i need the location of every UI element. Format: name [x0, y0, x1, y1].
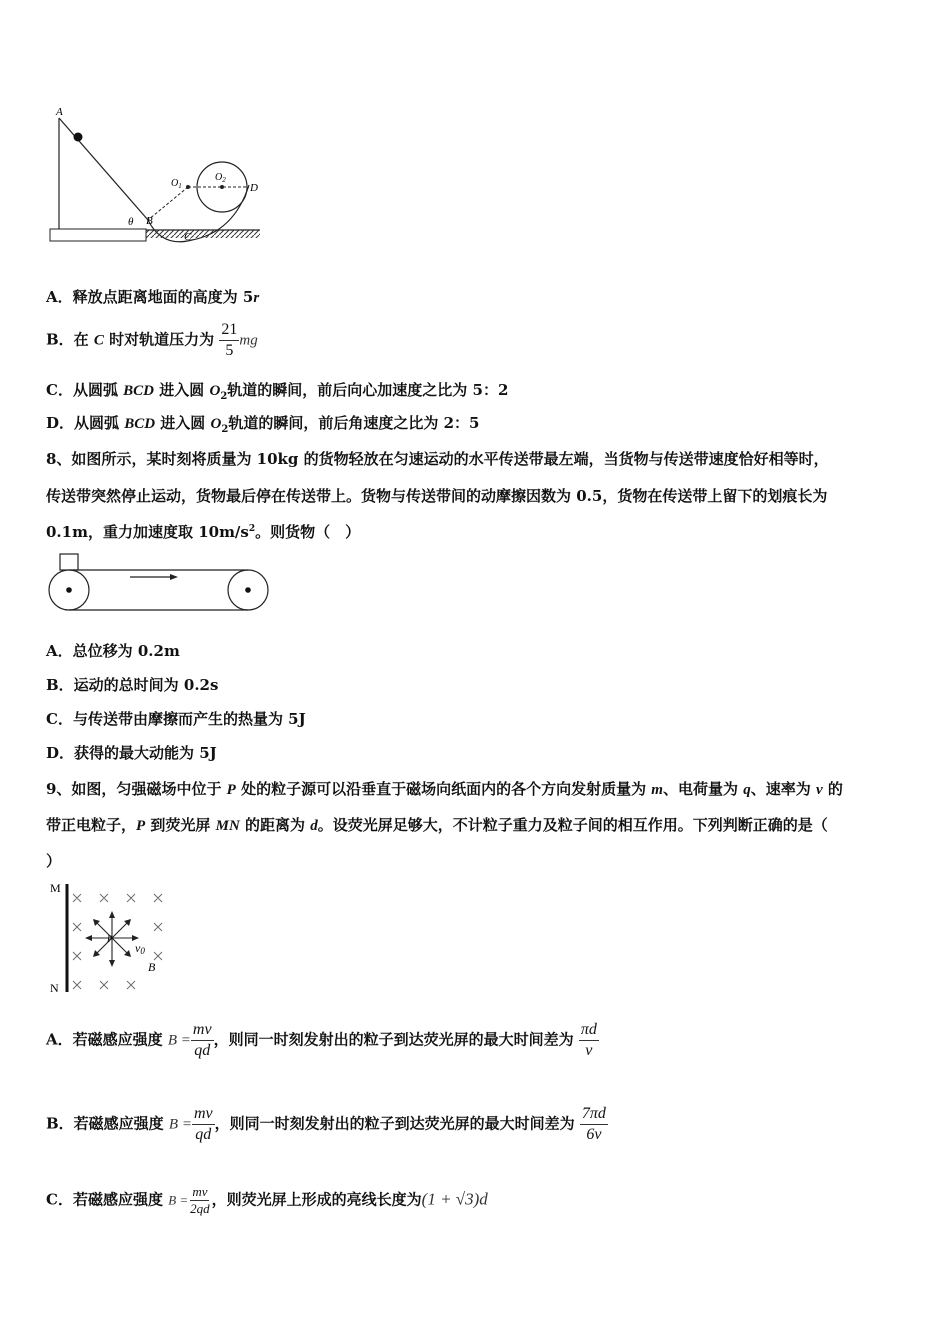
q8-option-c: C．与传送带由摩擦而产生的热量为 5J: [46, 710, 306, 728]
label-b-field: B: [148, 960, 156, 974]
label-v0: v0: [135, 941, 145, 956]
q7-option-c: C．从圆弧 BCD 进入圆 $O_2$轨道的瞬间，前后向心加速度之比为 5：2: [46, 381, 509, 402]
label-m: M: [50, 881, 61, 895]
label-p: P: [107, 934, 113, 944]
q9-option-b: B．若磁感应强度 B = $\frac{mv}{qd}$ ，则同一时刻发射出的粒子到达荧光屏的最大时间差为 $\frac{7\pi d}{6v}$: [46, 1105, 606, 1143]
track-diagram: [44, 100, 274, 250]
q8-stem-line3: 0.1m，重力加速度取 $10m/s^2$。则货物（ ）: [46, 523, 361, 541]
q9-option-a: A．若磁感应强度 B = $\frac{mv}{qd}$ ，则同一时刻发射出的粒子到达荧光屏的最大时间差为 $\frac{\pi d}{v}$: [46, 1021, 597, 1059]
q9-stem-line2: 带正电粒子，P 到荧光屏 MN 的距离为 d。设荧光屏足够大，不计粒子重力及粒子间的相互作用。下列判断正确的是（: [46, 816, 828, 834]
q7-option-d: D．从圆弧 BCD 进入圆 $O_2$轨道的瞬间，前后角速度之比为 2：5: [46, 414, 480, 435]
label-a: A: [56, 106, 63, 118]
label-theta: θ: [128, 216, 134, 228]
q8-stem-line1: 8、如图所示，某时刻将质量为 10kg 的货物轻放在匀速运动的水平传送带最左端，当货物与传送带速度恰好相等时，: [46, 450, 829, 468]
q9-option-c: C．若磁感应强度 B = $\frac{mv}{2qd}$ ，则荧光屏上形成的亮线长度为(1 + √3)d: [46, 1184, 488, 1216]
field-crosses: [73, 894, 162, 989]
ball: [74, 133, 83, 142]
label-d: D: [250, 182, 258, 194]
platform: [50, 229, 146, 241]
label-o2: $O_2$: [215, 172, 226, 184]
label-b: B: [146, 215, 153, 227]
q9-stem-line3: ）: [46, 852, 62, 870]
q8-stem-line2: 传送带突然停止运动，货物最后停在传送带上。货物与传送带间的动摩擦因数为 0.5，货物在传送带上留下的划痕长为: [46, 487, 828, 505]
q7-option-b: B．在 C 时对轨道压力为 $\frac{21}{5}$ mg: [46, 321, 258, 359]
magnetic-field-diagram: [46, 878, 186, 998]
q7-option-a: A．释放点距离地面的高度为 5r: [46, 288, 260, 306]
conveyor-diagram: [44, 550, 274, 616]
q8-option-b: B．运动的总时间为 0.2s: [46, 676, 219, 694]
q8-option-a: A．总位移为 0.2m: [46, 642, 180, 660]
label-n: N: [50, 981, 59, 995]
incline: [59, 118, 148, 220]
q8-option-d: D．获得的最大动能为 5J: [46, 744, 217, 762]
cargo-block: [60, 554, 78, 570]
label-c: C: [184, 231, 192, 243]
label-o1: $O_1$: [171, 178, 182, 190]
q9-stem-line1: 9、如图，匀强磁场中位于 P 处的粒子源可以沿垂直于磁场向纸面内的各个方向发射质量为 m、电荷量为 q、速率为 v 的: [46, 780, 843, 798]
